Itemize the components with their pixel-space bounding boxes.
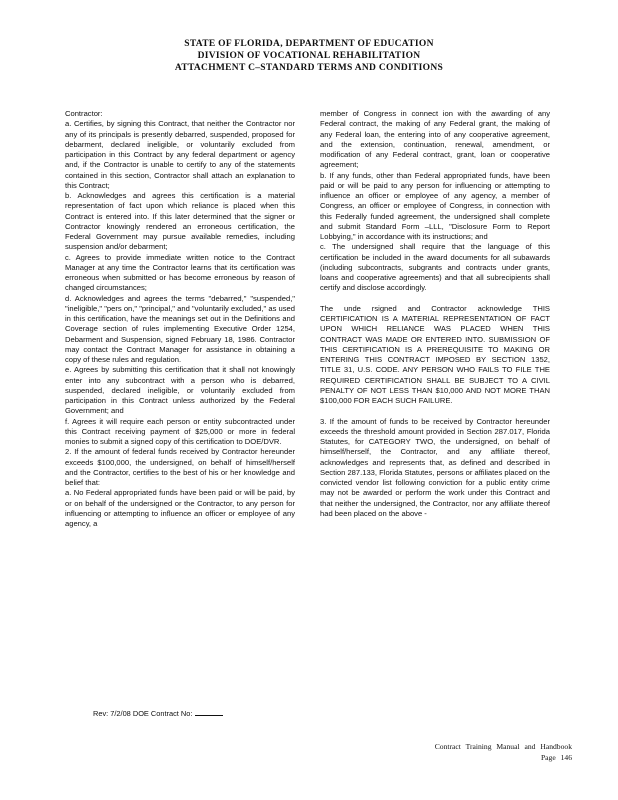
page-footer	[435, 741, 572, 763]
revision-line	[93, 708, 223, 718]
header-line-2: DIVISION OF VOCATIONAL REHABILITATION	[197, 51, 421, 61]
left-column	[65, 109, 295, 529]
right-column	[320, 109, 550, 519]
section-2-clause-b: b. If any funds, other than Federal appropriated funds, have been paid or will be paid to any person for influencing or attempting to influence an officer or employee of any agency, a member of Congress, an officer or employee of Congress, in connection with this Federally funded agreement, the undersigned shall complete and submit Standard Form –LLL, "Disclosure Form to Report Lobbying," in accordance with its instructions; and	[320, 170, 550, 241]
header-line-1: STATE OF FLORIDA, DEPARTMENT OF EDUCATION	[184, 39, 434, 49]
clause-a: a. Certifies, by signing this Contract, that neither the Contractor nor any of its principals is presently debarred, suspended, proposed for debarment, declared ineligible, or voluntarily excluded from participation in this Contract by any federal department or agency and, if the Contractor is unable to certify to any of the statements contained in this section, Contractor shall attach an explanation to this Contract;	[65, 119, 295, 190]
contract-number-blank	[195, 708, 223, 716]
certification-notice: The unde rsigned and Contractor acknowledge THIS CERTIFICATION IS A MATERIAL REPRESENTATION OF FACT UPON WHICH RELIANCE WAS PLACED WHEN THIS CONTRACT WAS MADE OR ENTERED INTO. SUBMISSION OF THIS CERTIFICATION IS A PREREQUISITE TO MAKING OR ENTERING THIS CONTRACT IMPOSED BY SECTION 1352, TITLE 31, U.S. CODE. ANY PERSON WHO FAILS TO FILE THE REQUIRED CERTIFICATION SHALL BE SUBJECT TO A CIVIL PENALTY OF NOT LESS THAN $10,000 AND NOT MORE THAN $100,000 FOR EACH SUCH FAILURE.	[320, 303, 550, 405]
contractor-label: Contractor:	[65, 109, 103, 118]
clause-d: d. Acknowledges and agrees the terms "debarred," "suspended," "ineligible," "pers on," "principal," and "voluntarily excluded," as used in this certification, have the meanings set out in the Definitions and Coverage section of rules implementing Executive Order 1254, Debarment and Suspension, signed February 18, 1986. Contractor may contact the Contract Manager for assistance in obtaining a copy of these rules and regulation.	[65, 293, 295, 364]
section-2-clause-a: a. No Federal appropriated funds have been paid or will be paid, by or on behalf of the undersigned or the Contractor, to any person for influencing or attempting to influence an officer or employee of any agency, a	[65, 488, 295, 528]
handbook-title: Contract Training Manual and Handbook	[434, 742, 572, 751]
page-number: Page 146	[540, 753, 572, 762]
section-3: 3. If the amount of funds to be received by Contractor hereunder exceeds the threshold amount provided in Section 287.017, Florida Statutes, for CATEGORY TWO, the undersigned, on behalf of himself/herself, the Contractor, and any affiliate thereof, acknowledges and represents that, as defined and described in Section 287.133, Florida Statutes, persons or affiliates placed on the convicted vendor list following conviction for a public entity crime may not be awarded or perform the work under this Contract and that neither the undersigned, the Contractor, nor any affiliate thereof had been placed on the above -	[320, 416, 550, 518]
revision-text: Rev: 7/2/08 DOE Contract No:	[93, 709, 193, 718]
clause-f: f. Agrees it will require each person or entity subcontracted under this Contract receiving payment of $25,000 or more in federal monies to submit a signed copy of this certification to DOE/DVR.	[65, 416, 295, 446]
clause-b: b. Acknowledges and agrees this certification is a material representation of fact upon which reliance is placed when this Contract is entered into. If this later determined that the signer or Contractor knowingly rendered an erroneous certification, the Federal Government may pursue available remedies, including suspension and/or debarment;	[65, 191, 295, 252]
section-2: 2. If the amount of federal funds received by Contractor hereunder exceeds $100,000, the undersigned, on behalf of himself/herself and the Contractor, certifies to the best of his or her knowledge and belief that:	[65, 447, 295, 487]
document-header	[0, 38, 618, 74]
header-line-3: ATTACHMENT C–STANDARD TERMS AND CONDITIONS	[174, 63, 444, 73]
section-2-clause-c: c. The undersigned shall require that the language of this certification be included in the award documents for all subawards (including subcontracts, subgrants and contracts under grants, loans and cooperative agreements) and that all subrecipients shall certify and disclose accordingly.	[320, 242, 550, 293]
clause-e: e. Agrees by submitting this certification that it shall not knowingly enter into any subcontract with a person who is debarred, suspended, declared ineligible, or voluntarily excluded from participation in this Contract unless authorized by the Federal Government; and	[65, 365, 295, 416]
clause-c: c. Agrees to provide immediate written notice to the Contract Manager at any time the Contractor learns that its certification was erroneous when submitted or has become erroneous by reason of changed circumstances;	[65, 252, 295, 293]
clause-a-continued: member of Congress in connect ion with the awarding of any Federal contract, the making of any Federal grant, the making of any Federal loan, the entering into of any cooperative agreement, and the extension, continuation, renewal, amendment, or modification of any Federal contract, grant, loan or cooperative agreement;	[320, 109, 550, 170]
